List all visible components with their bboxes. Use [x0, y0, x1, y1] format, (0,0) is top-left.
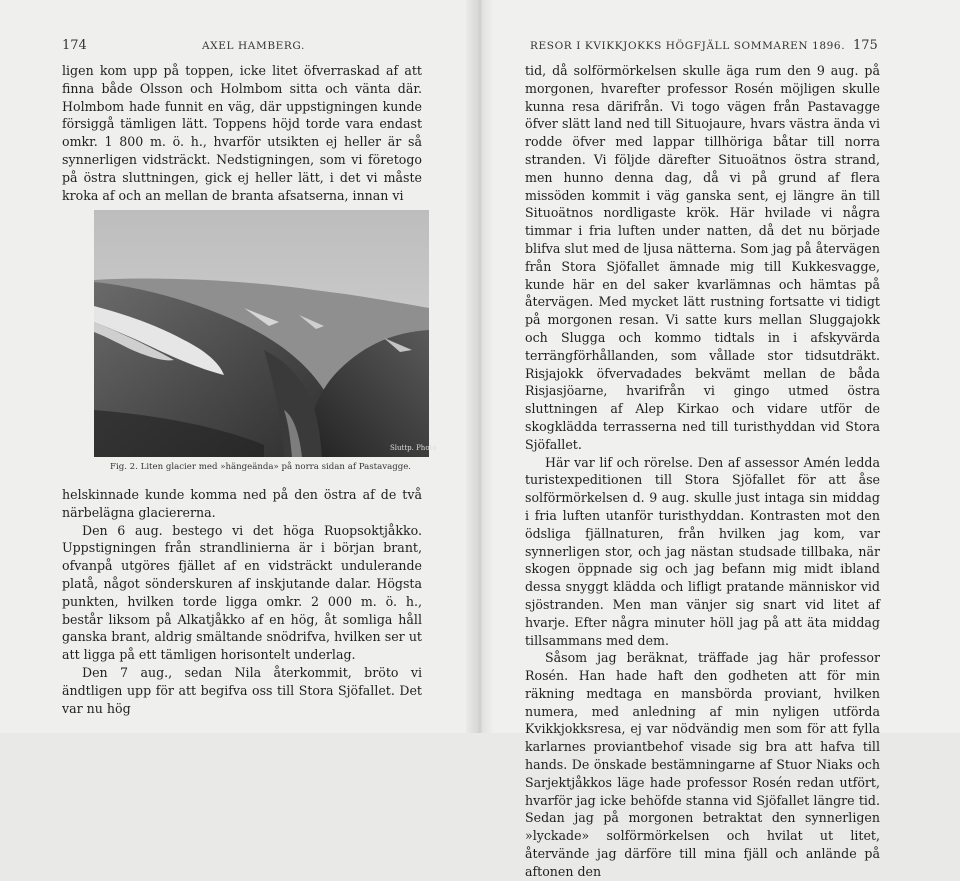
- right-page-number: 175: [853, 38, 878, 53]
- book-gutter: [466, 0, 494, 733]
- right-running-head: RESOR I KVIKKJOKKS HÖGFJÄLL SOMMAREN 1896.: [530, 40, 846, 52]
- paragraph: Såsom jag beräknat, träffade jag här professor Rosén. Han hade haft den godheten att för min räkning medtaga en mansbörda proviant, hvilken numera, med anledning af min nyligen utförda Kvikkjokksresa, ej var nödvändig men som för att fylla karlarnes proviantbehof visade sig bra att hafva till hands. De önskade bestämningarne af Stuor Niaks och Sarjektjåkkos läge hade professor Rosén redan utfört, hvarför jag icke behöfde stanna vid Sjöfallet längre tid. Sedan jag på morgonen betraktat den synnerligen »lyckade» solförmörkelsen och hvilat ut litet, återvände jag därföre till mina fjäll och anlände på aftonen den: [525, 650, 880, 879]
- photo-signature: Sluttp. Photo: [390, 444, 437, 452]
- paragraph: Den 6 aug. bestego vi det höga Ruopsoktjåkko. Uppstigningen från strandlinierna är i början brant, ofvanpå utgöres fjället af en vidsträckt undulerande platå, något sönderskuren af inskjutande dalar. Högsta punkten, hvilken torde ligga omkr. 2 000 m. ö. h., består liksom på Alkatjåkko af en hög, åt somliga håll ganska brant, aldrig smältande snödrifva, hvilken ser ut att ligga på ett tämligen horisontelt underlag.: [62, 522, 422, 663]
- figure-caption: Fig. 2. Liten glacier med »hängeända» på norra sidan af Pastavagge.: [110, 462, 412, 472]
- figure-photo: [94, 210, 437, 457]
- glacier-photo: [94, 210, 437, 457]
- paragraph: helskinnade kunde komma ned på den östra af de två närbelägna glaciererna.: [62, 487, 422, 520]
- paragraph: ligen kom upp på toppen, icke litet öfverraskad af att finna både Olsson och Holmbom sitta och vänta där. Holmbom hade funnit en väg, där uppstigningen kunde försiggå tämligen lätt. Toppens höjd torde vara endast omkr. 1 800 m. ö. h., hvarför utsikten ej heller är så synnerligen vidsträckt. Nedstigningen, som vi företogo på östra sluttningen, gick ej heller lätt, i det vi måste kroka af och an mellan de branta afsatserna, innan vi: [62, 63, 422, 203]
- left-text-bottom: [62, 486, 422, 717]
- left-running-head: AXEL HAMBERG.: [202, 40, 305, 52]
- left-text-top: [62, 62, 422, 204]
- left-page-number: 174: [62, 38, 87, 53]
- right-text: [525, 62, 880, 881]
- paragraph: Den 7 aug., sedan Nila återkommit, bröto vi ändtligen upp för att begifva oss till Stora Sjöfallet. Det var nu hög: [62, 664, 422, 716]
- paragraph: Här var lif och rörelse. Den af assessor Amén ledda turistexpeditionen till Stora Sjöfallet för att åse solförmörkelsen d. 9 aug. skulle just intaga sin middag i fria luften utanför turisthyddan. Kontrasten mot den ödsliga fjällnaturen, från hvilken jag kom, var synnerligen stor, och jag nästan studsade tillbaka, när skogen öppnade sig och jag befann mig midt ibland dessa snyggt klädda och lifligt pratande människor vid sjöstranden. Men man vänjer sig snart vid litet af hvarje. Efter några minuter höll jag på att äta middag tillsammans med dem.: [525, 454, 880, 648]
- paragraph: tid, då solförmörkelsen skulle äga rum den 9 aug. på morgonen, hvarefter professor Rosén möjligen skulle kunna resa därifrån. Vi togo vägen från Pastavagge öfver slätt land ned till Situojaure, hvars västra ända vi rodde öfver med lappar tillhöriga båtar till norra stranden. Vi följde därefter Situoätnos östra strand, men hunno denna dag, då vi på grund af flera missöden kommit i väg ganska sent, ej längre än till Situoätnos nordligaste krök. Här hvilade vi några timmar i fria luften under natten, då det nu började blifva slut med de ljusa nätterna. Som jag på återvägen från Stora Sjöfallet ämnade mig till Kukkesvagge, kunde här en del saker kvarlämnas och hämtas på återvägen. Med mycket lätt rustning fortsatte vi tidigt på morgonen resan. Vi satte kurs mellan Sluggajokk och Slugga och kommo tidtals in i afskyvärda terrängförhållanden, som vållade stor tidsutdräkt. Risjajokk öfvervadades bekvämt mellan de båda Risjasjöarne, hvarifrån vi gingo utmed östra sluttningen af Alep Kirkao och vidare utför de skogklädda terrasserna ned till turisthyddan vid Stora Sjöfallet.: [525, 63, 880, 452]
